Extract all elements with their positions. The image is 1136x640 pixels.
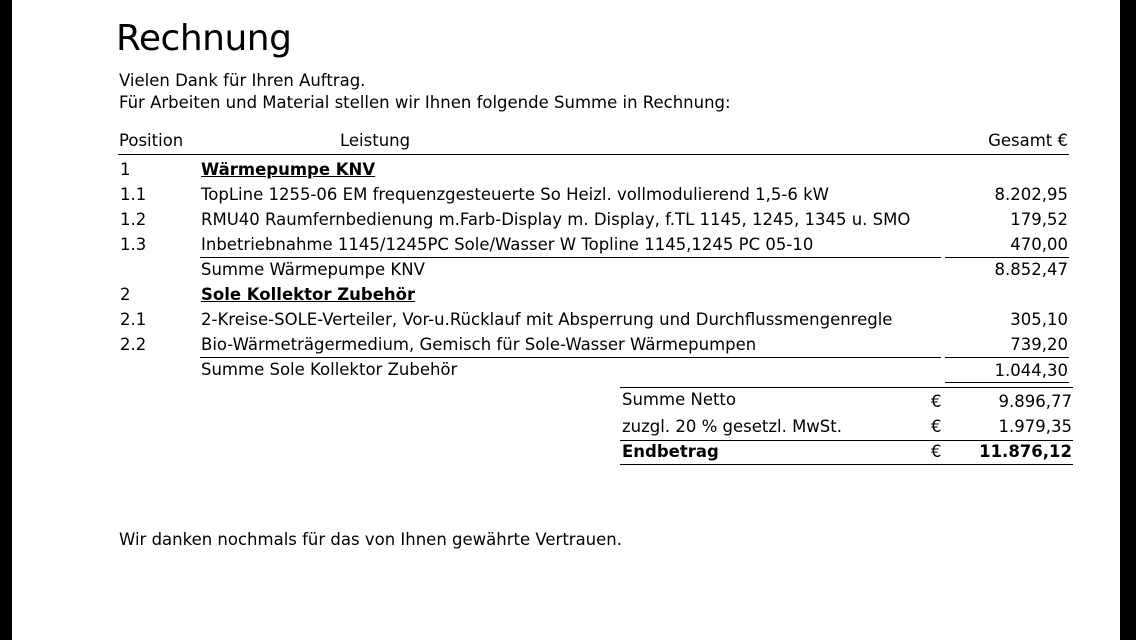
intro-thanks: Vielen Dank für Ihren Auftrag.: [119, 71, 366, 90]
item-amount: 305,10: [1010, 310, 1068, 329]
item-description: 2-Kreise-SOLE-Verteiler, Vor-u.Rücklauf mit Absperrung und Durchflussmengenregle: [201, 310, 893, 329]
header-rule: [118, 154, 1069, 155]
item-amount: 470,00: [1010, 235, 1068, 254]
item-description: Inbetriebnahme 1145/1245PC Sole/Wasser W Topline 1145,1245 PC 05-10: [201, 235, 814, 254]
item-description: TopLine 1255-06 EM frequenzgesteuerte So Heizl. vollmodulierend 1,5-6 kW: [201, 185, 829, 204]
netto-amount: 9.896,77: [998, 392, 1072, 411]
end-bottom-rule: [620, 464, 1073, 465]
item-position: 2.2: [120, 335, 147, 354]
header-position: Position: [119, 131, 184, 150]
subtotal-amount-rule: [945, 257, 1069, 258]
mwst-label: zuzgl. 20 % gesetzl. MwSt.: [622, 417, 842, 436]
subtotal-rule: [200, 357, 941, 358]
invoice-title: Rechnung: [116, 18, 292, 59]
group-position: 2: [120, 285, 131, 304]
item-amount: 179,52: [1010, 210, 1068, 229]
mwst-amount: 1.979,35: [998, 417, 1072, 436]
subtotal-label: Summe Sole Kollektor Zubehör: [201, 360, 458, 379]
header-leistung: Leistung: [340, 131, 411, 150]
netto-currency: €: [931, 392, 942, 411]
item-description: RMU40 Raumfernbedienung m.Farb-Display m. Display, f.TL 1145, 1245, 1345 u. SMO: [201, 210, 911, 229]
subtotal-amount-rule: [945, 357, 1069, 358]
item-amount: 8.202,95: [994, 185, 1068, 204]
item-position: 1.1: [120, 185, 147, 204]
item-position: 1.3: [120, 235, 147, 254]
subtotal-rule: [200, 257, 941, 258]
group-title: Sole Kollektor Zubehör: [201, 285, 416, 304]
intro-sum-text: Für Arbeiten und Material stellen wir Ihnen folgende Summe in Rechnung:: [119, 93, 731, 112]
end-top-rule: [620, 440, 1073, 441]
item-position: 1.2: [120, 210, 147, 229]
header-gesamt: Gesamt €: [988, 131, 1068, 150]
subtotal-amount: 8.852,47: [994, 260, 1068, 279]
invoice-page: [12, 0, 1120, 640]
closing-text: Wir danken nochmals für das von Ihnen gewährte Vertrauen.: [119, 530, 622, 549]
netto-label: Summe Netto: [622, 390, 737, 409]
group-position: 1: [120, 160, 131, 179]
item-description: Bio-Wärmeträgermedium, Gemisch für Sole-Wasser Wärmepumpen: [201, 335, 757, 354]
item-position: 2.1: [120, 310, 147, 329]
totals-top-rule: [620, 387, 1073, 388]
subtotal-label: Summe Wärmepumpe KNV: [201, 260, 425, 279]
subtotal-amount-bottom-rule: [945, 382, 1069, 383]
end-label: Endbetrag: [622, 442, 719, 461]
end-currency: €: [931, 442, 942, 461]
subtotal-amount: 1.044,30: [994, 361, 1068, 380]
item-amount: 739,20: [1010, 335, 1068, 354]
end-amount: 11.876,12: [979, 442, 1072, 461]
group-title: Wärmepumpe KNV: [201, 160, 376, 179]
mwst-currency: €: [931, 417, 942, 436]
